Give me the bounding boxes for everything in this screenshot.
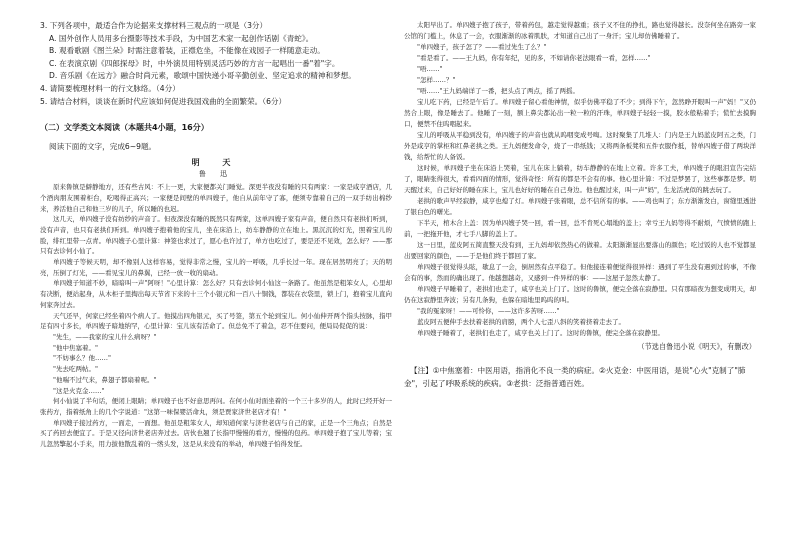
- dialogue-line: "看是看了。——王九妈，你有年纪，见的多，不如请你老法眼看一看，怎样……": [417, 54, 651, 62]
- dialogue-line: "先去吃两帖。": [53, 365, 98, 374]
- option-d: D. 音乐剧《在远方》融合时尚元素，歌颂中国快递小哥辛勤创业、坚定追求的精神和梦想。: [49, 71, 356, 81]
- paragraph: 单四嫂子很觉得头眩，歇息了一会，倒居然有点平稳了。但他接连着便觉得很异样：遇到了平生没有遇到过的事，不像会有的事，然而的确出现了。他越想越奇，又感到一件异样的事：——这屋子忽然太静了。: [404, 263, 756, 282]
- story-author: 鲁 迅: [198, 170, 234, 179]
- paragraph: 原来鲁镇是僻静地方，还有些古风：不上一更，大家便都关门睡觉。深更半夜没有睡的只有两家：一家是咸亨酒店，几个酒肉朋友围着柜台，吃喝得正高兴；一家便是间壁的单四嫂子，他自从前年守了寡，便须专靠着自己的一双手纺出棉纱来，养活他自己和他三岁的儿子，所以睡的也迟。: [40, 183, 392, 213]
- paragraph: 太阳早出了。单四嫂子抱了孩子，带着药包，越走觉得越重；孩子又不住的挣扎，路也觉得越长。没奈何坐在路旁一家公馆的门槛上，休息了一会，衣服渐渐的冰着肌肤，才知道自己出了一身汗；宝儿却仿佛睡着了。: [404, 21, 756, 40]
- section-intro: 阅读下面的文字，完成6~9题。: [49, 142, 157, 152]
- paragraph: "唔……"王九妈端详了一番，把头点了两点，摇了两摇。: [417, 87, 579, 95]
- section-heading: （二）文学类文本阅读（本题共4小题，16分）: [40, 123, 209, 133]
- dialogue-line: "不妨事么？他……": [53, 354, 111, 363]
- dialogue-line: "怎样……？": [417, 76, 456, 84]
- paragraph: 单四嫂子睡着了，老拱们也走了，咸亨也关上门了。这时的鲁镇，便完全落在寂静里。: [417, 329, 664, 337]
- dialogue-line: "他中焦塞着。": [53, 343, 98, 352]
- paragraph: 下半天，棺木合上盖：因为单四嫂子哭一回，看一回，总不肯死心塌地的盖上；幸亏王九妈等得不耐烦，气愤愤的跑上前，一把拖开他，才七手八脚的盖上了。: [404, 219, 756, 238]
- paragraph: 单四嫂子知道不妙，暗暗叫一声"阿呀！"心里计算：怎么好？只有去诊何小仙这一条路了。他虽然是粗笨女人，心里却有决断，便站起身，从木柜子里掏出每天节省下来的十三个小银元和一百八十铜钱，都装在衣袋里，锁上门，抱着宝儿直向何家奔过去。: [40, 279, 392, 309]
- dialogue-line: "先生，——我家的宝儿什么病呀？": [53, 333, 157, 341]
- questions-block: [40, 20, 392, 108]
- paragraph: 蓝皮阿五便伸手去扶着老拱的肩膀，两个人七歪八斜的笑着挤着走去了。: [417, 318, 625, 326]
- question-5: 5. 请结合材料，谈谈在新时代应该如何促进我国戏曲的全面繁荣。（6分）: [40, 96, 287, 106]
- paragraph: 老拱的歌声早经寂静，咸亨也熄了灯。单四嫂子张着眼，总不信所有的事。——鸡也叫了；东方渐渐发白，窗缝里透进了银白色的曙光。: [404, 197, 756, 216]
- option-a: A. 国外创作人员用多台摄影等技术手段，为中国艺术家一起创作话剧《青蛇》。: [49, 33, 314, 43]
- dialogue-line: "这是火克金……": [53, 386, 105, 395]
- question-4: 4. 请简要梳理材料一的行文脉络。（4分）: [40, 83, 180, 93]
- paragraph: 单四嫂子早睡着了，老拱们也走了，咸亨也关上门了。这时的鲁镇，便完全落在寂静里。只有那暗夜为想变成明天，却仍在这寂静里奔波；另有几条狗，也躲在暗地里呜呜的叫。: [404, 285, 756, 304]
- question-3: 3. 下列各项中，最适合作为论据来支撑材料三观点的一项是（3分）: [40, 21, 268, 30]
- paragraph: 何小仙说了半句话，便闭上眼睛；单四嫂子也不好意思再问。在何小仙对面坐着的一个三十多岁的人，此时已经开好一张药方，指着纸角上的几个字说道："这第一味保婴活命丸，须是贾家济世老店才有！": [40, 397, 392, 416]
- option-c: C. 在表演京剧《四郎探母》时，中外演员用特别灵活巧妙的方言一起唱出一番"着"字。: [49, 58, 340, 68]
- paragraph: 宝儿吃下药，已经是午后了。单四嫂子留心看他神情，似乎仿佛平稳了不少；到得下午，忽然睁开眼叫一声"妈！"又仍然合上眼，像是睡去了。他睡了一刻，额上鼻尖都沁出一粒一粒的汗珠，单四嫂子轻轻一摸，胶水般粘着手；慌忙去摸胸口，便禁不住呜咽起来。: [404, 98, 756, 128]
- paragraph: 单四嫂子等候天明，却不像别人这样容易，觉得非常之慢，宝儿的一呼吸，几乎长过一年。现在居然明亮了；天的明亮，压倒了灯光，——看见宝儿的鼻翼，已经一放一收的扇动。: [40, 258, 392, 277]
- story-title: 明 天: [191, 158, 241, 168]
- option-b: B. 观看歌剧《图兰朵》时需注意着装，正襟危坐，不能像在戏园子一样随意走动。: [49, 46, 325, 56]
- paragraph: 这几天，单四嫂子没有纺纱的声音了。但夜深没有睡的既然只有两家，这单四嫂子家有声音，便自然只有老拱们听到，没有声音，也只有老拱们听到。单四嫂子抱着他的宝儿，坐在床沿上，纺车静静的立在地上。黑沉沉的灯光，照着宝儿的脸，绯红里带一点青。单四嫂子心里计算：神签也求过了，愿心也许过了，单方也吃过了，要是还不见效，怎么好？——那只有去诊何小仙了。: [40, 215, 392, 256]
- dialogue-line: "单四嫂子，孩子怎了？——看过先生了么？": [417, 43, 547, 51]
- dialogue-line: "我的冤家呀！——可怜你，——这许多苦呀……": [417, 307, 560, 315]
- right-column: [404, 20, 756, 390]
- story-text-left: [40, 182, 392, 450]
- left-column: [40, 20, 392, 450]
- dialogue-line: "唔……": [417, 65, 443, 73]
- paragraph: 宝儿的呼吸从平稳到没有，单四嫂子的声音也就从呜咽变成号啕。这时聚集了几堆人：门内是王九妈蓝皮阿五之类，门外是咸亨的掌柜和红鼻老拱之类。王九妈便发命令，烧了一串纸钱；又将两条板凳和五件衣服作抵，替单四嫂子借了两块洋钱，给帮忙的人备饭。: [404, 131, 756, 161]
- source-citation: （节选自鲁迅小说《明天》，有删改）: [637, 342, 756, 351]
- story-text-right: [404, 20, 756, 339]
- paragraph: 单四嫂子接过药方，一面走，一面想。他虽是粗笨女人，却知道何家与济世老店与自己的家，正是一个三角点；自然是买了药回去便宜了。于是又径向济世老店奔过去。店伙也翘了长指甲慢慢的看方，慢慢的包药。单四嫂子抱了宝儿等着；宝儿忽然擎起小手来，用力拔他散乱着的一绺头发，这是从来没有的举动，单四嫂子怕得发怔。: [40, 418, 392, 449]
- footnote: 【注】①中焦塞着：中医用语，指消化不良一类的病症。②火克金：中医用语，是说"心火"克制了"肺金"，引起了呼吸系统的疾病。③老拱：泛指普通百姓。: [404, 366, 746, 388]
- dialogue-line: "他喘不过气来，鼻翅子都扇着呢。": [53, 375, 157, 384]
- paragraph: 这时候，单四嫂子坐在床沿上哭着，宝儿在床上躺着，纺车静静的在地上立着。许多工夫，单四嫂子的眼泪宣告完结了，眼睛张得很大，看看四面的情形，觉得奇怪：所有的都是不会有的事。他心里计算：不过是梦罢了，这些事都是梦。明天醒过来，自己好好的睡在床上，宝儿也好好的睡在自己身边。他也醒过来，叫一声"妈"，生龙活虎似的跳去玩了。: [404, 164, 756, 194]
- paragraph: 这一日里，蓝皮阿五简直整天没有到，王九妈却依然热心的做着。太阳渐渐显出要落山的颜色；吃过饭的人也不觉都显出要回家的颜色，——于是他们终于都回了家。: [404, 241, 756, 260]
- paragraph: 天气还早，何家已经坐着四个病人了。他摸出四角银元，买了号签，第五个轮到宝儿。何小仙伸开两个指头按脉，指甲足有四寸多长，单四嫂子暗地纳罕，心里计算：宝儿该有活命了。但总免不了着急，忍不住要问，便局局促促的说：: [40, 311, 392, 331]
